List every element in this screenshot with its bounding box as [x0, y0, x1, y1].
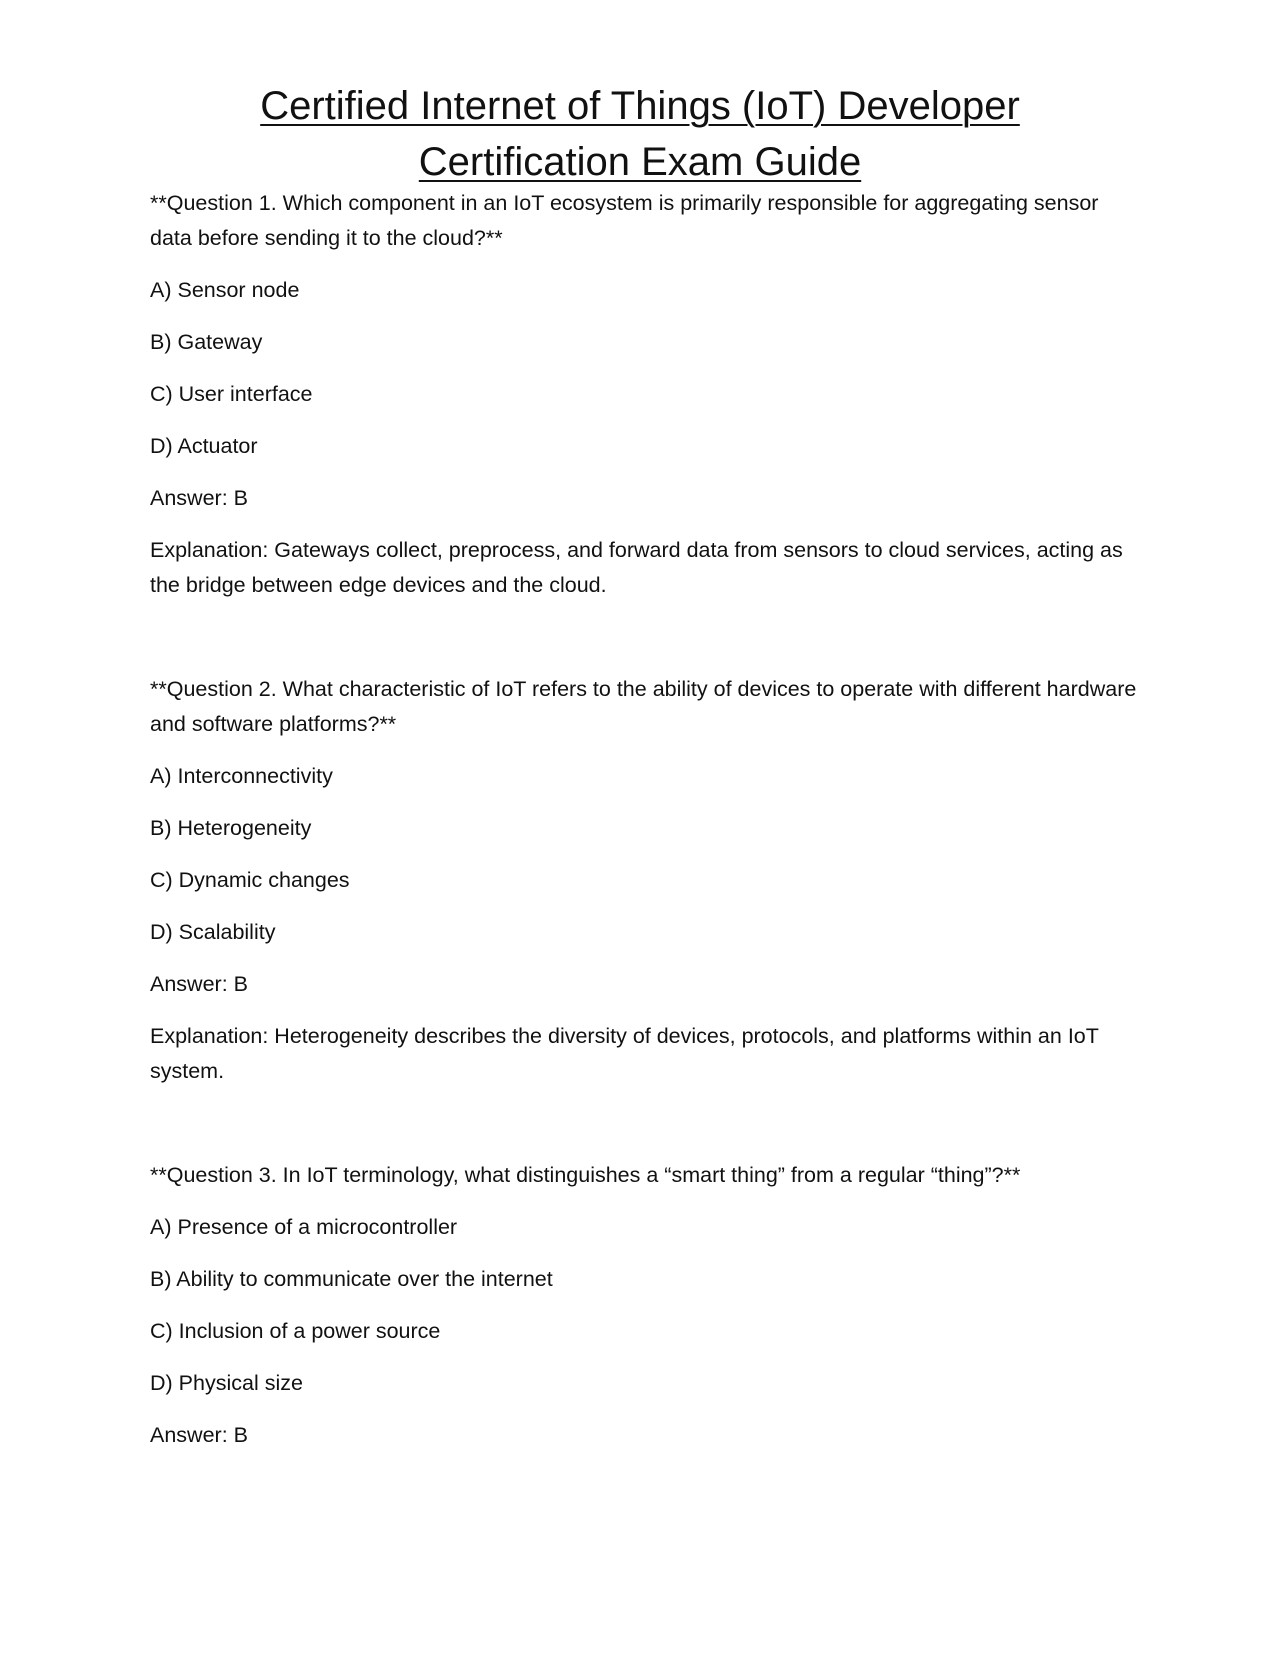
explanation-text: Explanation: Heterogeneity describes the diversity of devices, protocols, and platforms within an IoT system.	[150, 1024, 1099, 1083]
explanation-text: Explanation: Gateways collect, preprocess, and forward data from sensors to cloud services, acting as the bridge between edge devices and the cloud.	[150, 538, 1123, 597]
answer-text: Answer: B	[150, 1423, 248, 1447]
question-text: **Question 1. Which component in an IoT ecosystem is primarily responsible for aggregating sensor data before sending it to the cloud?**	[150, 191, 1099, 250]
option-a: A) Interconnectivity	[150, 764, 333, 788]
option-d: D) Actuator	[150, 434, 258, 458]
option-c: C) Inclusion of a power source	[150, 1319, 441, 1343]
section-spacer	[150, 620, 1140, 672]
option-a: A) Presence of a microcontroller	[150, 1215, 458, 1239]
question-block-1	[150, 186, 1140, 603]
document-title	[150, 78, 1130, 190]
title-line-1: Certified Internet of Things (IoT) Developer	[260, 84, 1020, 128]
question-block-3	[150, 1158, 1140, 1453]
question-text: **Question 2. What characteristic of IoT refers to the ability of devices to operate with different hardware and software platforms?**	[150, 677, 1137, 736]
question-text: **Question 3. In IoT terminology, what distinguishes a “smart thing” from a regular “thing”?**	[150, 1163, 1021, 1187]
option-b: B) Ability to communicate over the internet	[150, 1267, 553, 1291]
option-b: B) Gateway	[150, 330, 263, 354]
answer-text: Answer: B	[150, 486, 248, 510]
section-spacer	[150, 1106, 1140, 1158]
question-block-2	[150, 672, 1140, 1089]
title-line-2: Certification Exam Guide	[418, 140, 862, 184]
option-d: D) Scalability	[150, 920, 276, 944]
option-d: D) Physical size	[150, 1371, 303, 1395]
answer-text: Answer: B	[150, 972, 248, 996]
option-b: B) Heterogeneity	[150, 816, 312, 840]
option-a: A) Sensor node	[150, 278, 300, 302]
option-c: C) Dynamic changes	[150, 868, 350, 892]
option-c: C) User interface	[150, 382, 313, 406]
document-body	[150, 186, 1140, 1470]
